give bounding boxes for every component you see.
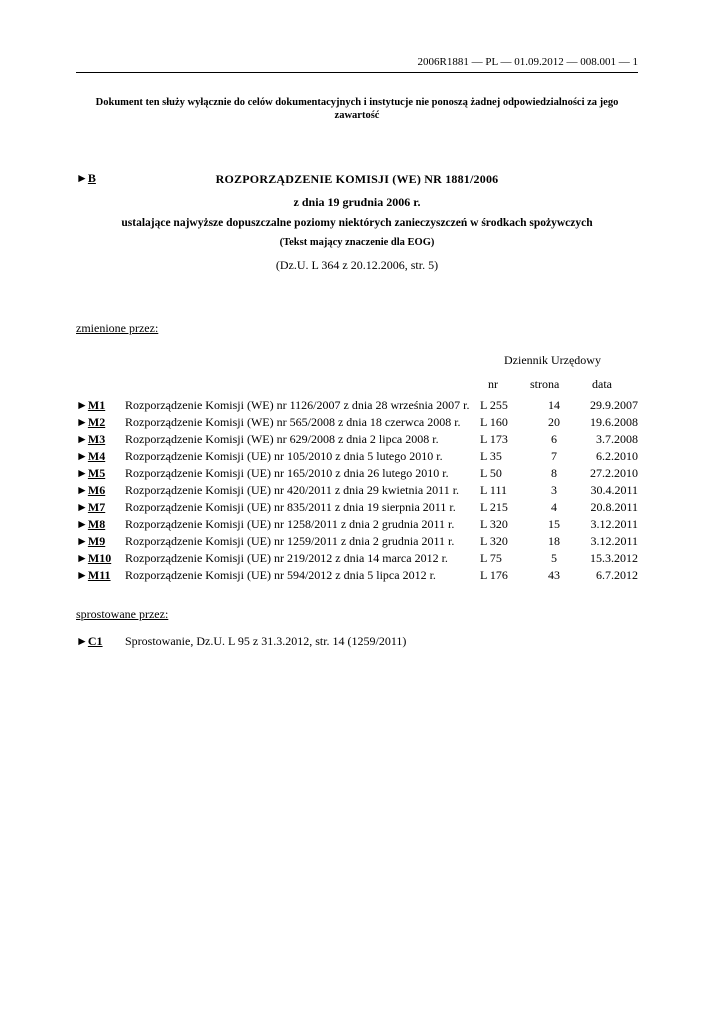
oj-date: 30.4.2011 xyxy=(590,483,638,497)
official-journal-ref: (Dz.U. L 364 z 20.12.2006, str. 5) xyxy=(275,258,439,272)
column-header-data: data xyxy=(592,377,612,391)
marker-code: M5 xyxy=(87,466,106,480)
oj-date: 27.2.2010 xyxy=(590,466,638,480)
marker-code: M2 xyxy=(87,415,106,429)
row-description: Sprostowanie, Dz.U. L 95 z 31.3.2012, str. 14 (1259/2011) xyxy=(125,634,407,648)
row-description: Rozporządzenie Komisji (UE) nr 105/2010 z dnia 5 lutego 2010 r. xyxy=(125,449,443,463)
arrow-icon: ► xyxy=(76,171,88,185)
m1-link[interactable] xyxy=(76,397,105,413)
corrected-by-label: sprostowane przez: xyxy=(76,607,169,621)
amendment-row xyxy=(76,431,638,448)
row-description: Rozporządzenie Komisji (UE) nr 835/2011 z dnia 19 sierpnia 2011 r. xyxy=(125,500,456,514)
regulation-date: z dnia 19 grudnia 2006 r. xyxy=(293,195,421,209)
oj-number: L 111 xyxy=(480,483,507,497)
oj-date: 6.7.2012 xyxy=(596,568,638,582)
marker-code: M1 xyxy=(87,398,106,412)
row-description: Rozporządzenie Komisji (UE) nr 594/2012 z dnia 5 lipca 2012 r. xyxy=(125,568,436,582)
marker-code: M7 xyxy=(87,500,106,514)
oj-number: L 176 xyxy=(480,568,508,582)
oj-page: 7 xyxy=(551,449,557,463)
base-code: B xyxy=(87,171,96,185)
arrow-icon: ► xyxy=(76,500,88,514)
oj-date: 6.2.2010 xyxy=(596,449,638,463)
oj-date: 15.3.2012 xyxy=(590,551,638,565)
oj-page: 5 xyxy=(551,551,557,565)
marker-code: M9 xyxy=(87,534,106,548)
m5-link[interactable] xyxy=(76,465,105,481)
document-header: 2006R1881 — PL — 01.09.2012 — 008.001 — 1 xyxy=(76,54,638,73)
oj-date: 3.12.2011 xyxy=(590,534,638,548)
arrow-icon: ► xyxy=(76,534,88,548)
arrow-icon: ► xyxy=(76,568,88,582)
amendment-row xyxy=(76,499,638,516)
oj-number: L 215 xyxy=(480,500,508,514)
regulation-subtitle: ustalające najwyższe dopuszczalne poziomy niektórych zanieczyszczeń w środkach spożywczych xyxy=(121,217,593,229)
oj-page: 6 xyxy=(551,432,557,446)
official-journal-heading: Dziennik Urzędowy xyxy=(504,353,601,367)
oj-number: L 320 xyxy=(480,534,508,548)
marker-code: M3 xyxy=(87,432,106,446)
amendment-row xyxy=(76,482,638,499)
oj-date: 3.12.2011 xyxy=(590,517,638,531)
oj-page: 20 xyxy=(548,415,560,429)
marker-code: C1 xyxy=(87,634,103,648)
row-description: Rozporządzenie Komisji (UE) nr 165/2010 z dnia 26 lutego 2010 r. xyxy=(125,466,449,480)
disclaimer: Dokument ten służy wyłącznie do celów dokumentacyjnych i instytucje nie ponoszą żadnej odpowiedzialności za jego zawartość xyxy=(95,97,619,121)
arrow-icon: ► xyxy=(76,398,88,412)
title-block xyxy=(76,171,638,273)
arrow-icon: ► xyxy=(76,432,88,446)
arrow-icon: ► xyxy=(76,551,88,565)
m9-link[interactable] xyxy=(76,533,105,549)
oj-page: 4 xyxy=(551,500,557,514)
correction-row xyxy=(76,633,638,650)
oj-page: 8 xyxy=(551,466,557,480)
amendment-row xyxy=(76,397,638,414)
arrow-icon: ► xyxy=(76,449,88,463)
oj-page: 43 xyxy=(548,568,560,582)
amendment-row xyxy=(76,567,638,584)
m10-link[interactable] xyxy=(76,550,111,566)
oj-page: 18 xyxy=(548,534,560,548)
row-description: Rozporządzenie Komisji (UE) nr 1259/2011 z dnia 2 grudnia 2011 r. xyxy=(125,534,455,548)
marker-code: M6 xyxy=(87,483,106,497)
m3-link[interactable] xyxy=(76,431,105,447)
m8-link[interactable] xyxy=(76,516,105,532)
oj-number: L 320 xyxy=(480,517,508,531)
oj-number: L 35 xyxy=(480,449,502,463)
amended-by-label: zmienione przez: xyxy=(76,321,159,335)
oj-date: 20.8.2011 xyxy=(590,500,638,514)
m7-link[interactable] xyxy=(76,499,105,515)
arrow-icon: ► xyxy=(76,415,88,429)
regulation-title: ROZPORZĄDZENIE KOMISJI (WE) NR 1881/2006 xyxy=(215,172,499,186)
oj-page: 3 xyxy=(551,483,557,497)
row-description: Rozporządzenie Komisji (WE) nr 565/2008 z dnia 18 czerwca 2008 r. xyxy=(125,415,461,429)
row-description: Rozporządzenie Komisji (WE) nr 1126/2007 z dnia 28 września 2007 r. xyxy=(125,398,470,412)
amendment-row xyxy=(76,516,638,533)
marker-code: M11 xyxy=(87,568,111,582)
oj-date: 29.9.2007 xyxy=(590,398,638,412)
eea-note: (Tekst mający znaczenie dla EOG) xyxy=(279,237,435,248)
oj-page: 15 xyxy=(548,517,560,531)
row-description: Rozporządzenie Komisji (UE) nr 219/2012 z dnia 14 marca 2012 r. xyxy=(125,551,448,565)
amendment-row xyxy=(76,448,638,465)
amendment-row xyxy=(76,465,638,482)
m6-link[interactable] xyxy=(76,482,105,498)
marker-code: M8 xyxy=(87,517,106,531)
oj-date: 3.7.2008 xyxy=(596,432,638,446)
column-header-strona: strona xyxy=(530,377,560,391)
row-description: Rozporządzenie Komisji (UE) nr 1258/2011 z dnia 2 grudnia 2011 r. xyxy=(125,517,455,531)
oj-number: L 75 xyxy=(480,551,502,565)
m2-link[interactable] xyxy=(76,414,105,430)
oj-page: 14 xyxy=(548,398,560,412)
c1-link[interactable] xyxy=(76,633,103,649)
arrow-icon: ► xyxy=(76,466,88,480)
arrow-icon: ► xyxy=(76,634,88,648)
amendment-row xyxy=(76,550,638,567)
m4-link[interactable] xyxy=(76,448,105,464)
oj-number: L 160 xyxy=(480,415,508,429)
oj-date: 19.6.2008 xyxy=(590,415,638,429)
oj-number: L 50 xyxy=(480,466,502,480)
arrow-icon: ► xyxy=(76,483,88,497)
amendment-row xyxy=(76,533,638,550)
marker-code: M4 xyxy=(87,449,106,463)
oj-number: L 173 xyxy=(480,432,508,446)
marker-code: M10 xyxy=(87,551,112,565)
arrow-icon: ► xyxy=(76,517,88,531)
oj-number: L 255 xyxy=(480,398,508,412)
row-description: Rozporządzenie Komisji (WE) nr 629/2008 z dnia 2 lipca 2008 r. xyxy=(125,432,439,446)
row-description: Rozporządzenie Komisji (UE) nr 420/2011 z dnia 29 kwietnia 2011 r. xyxy=(125,483,460,497)
m11-link[interactable] xyxy=(76,567,111,583)
amendment-row xyxy=(76,414,638,431)
column-header-nr: nr xyxy=(488,377,498,391)
